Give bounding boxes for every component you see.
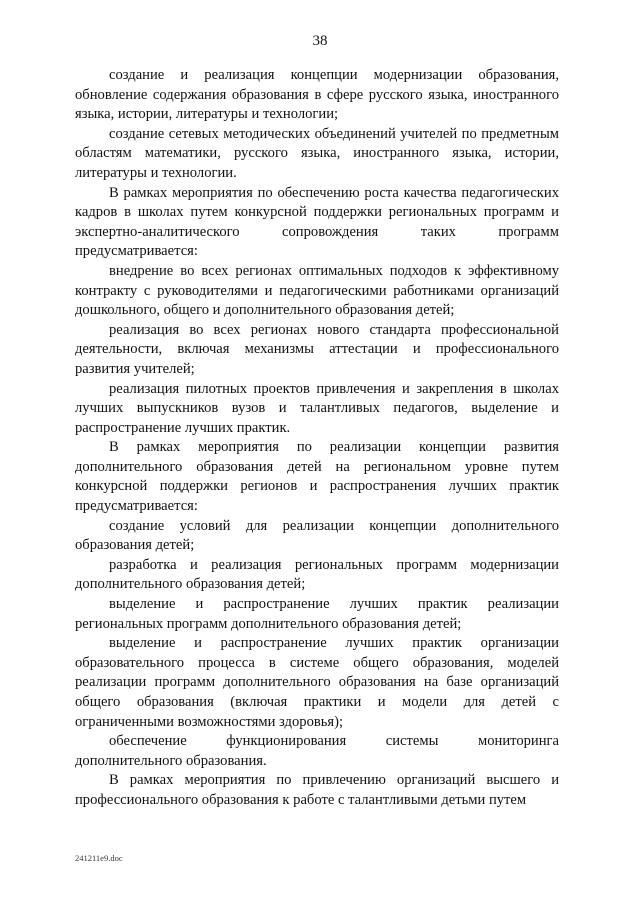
paragraph: обеспечение функционирования системы мониторинга дополнительного образования. (75, 733, 559, 769)
paragraph: создание и реализация концепции модернизации образования, обновление содержания образования в сфере русского языка, иностранного языка, истории, литературы и технологии; (75, 67, 559, 123)
paragraph: реализация во всех регионах нового стандарта профессиональной деятельности, включая механизмы аттестации и профессионального развития учителей; (75, 321, 559, 377)
paragraph: реализация пилотных проектов привлечения и закрепления в школах лучших выпускников вузов и талантливых педагогов, выделение и распространение лучших практик. (75, 380, 559, 436)
paragraph: В рамках мероприятия по реализации концепции развития дополнительного образования детей на региональном уровне путем конкурсной поддержки регионов и распространения лучших практик предусматривается: (75, 439, 559, 515)
paragraph: разработка и реализация региональных программ модернизации дополнительного образования детей; (75, 556, 559, 593)
document-body (75, 66, 559, 811)
paragraph: создание сетевых методических объединений учителей по предметным областям математики, русского языка, иностранного языка, истории, литературы и технологии. (75, 125, 559, 181)
paragraph: выделение и распространение лучших практик организации образовательного процесса в системе общего образования, моделей реализации программ дополнительного образования на базе организаций общего образования (включая практики и модели для детей с ограниченными возможностями здоровья); (75, 635, 559, 730)
paragraph: внедрение во всех регионах оптимальных подходов к эффективному контракту с руководителями и педагогическими работниками организаций дошкольного, общего и дополнительного образования детей; (75, 262, 559, 319)
paragraph: В рамках мероприятия по обеспечению роста качества педагогических кадров в школах путем конкурсной поддержки региональных программ и экспертно-аналитического сопровождения таких программ предусматривается: (75, 184, 559, 260)
paragraph: выделение и распространение лучших практик реализации региональных программ дополнительного образования детей; (75, 596, 559, 632)
paragraph: В рамках мероприятия по привлечению организаций высшего и профессионального образования к работе с талантливыми детьми путем (75, 772, 559, 808)
footer-filename: 241211e9.doc (75, 853, 123, 863)
paragraph: создание условий для реализации концепции дополнительного образования детей; (75, 517, 559, 554)
page-number: 38 (312, 33, 328, 49)
